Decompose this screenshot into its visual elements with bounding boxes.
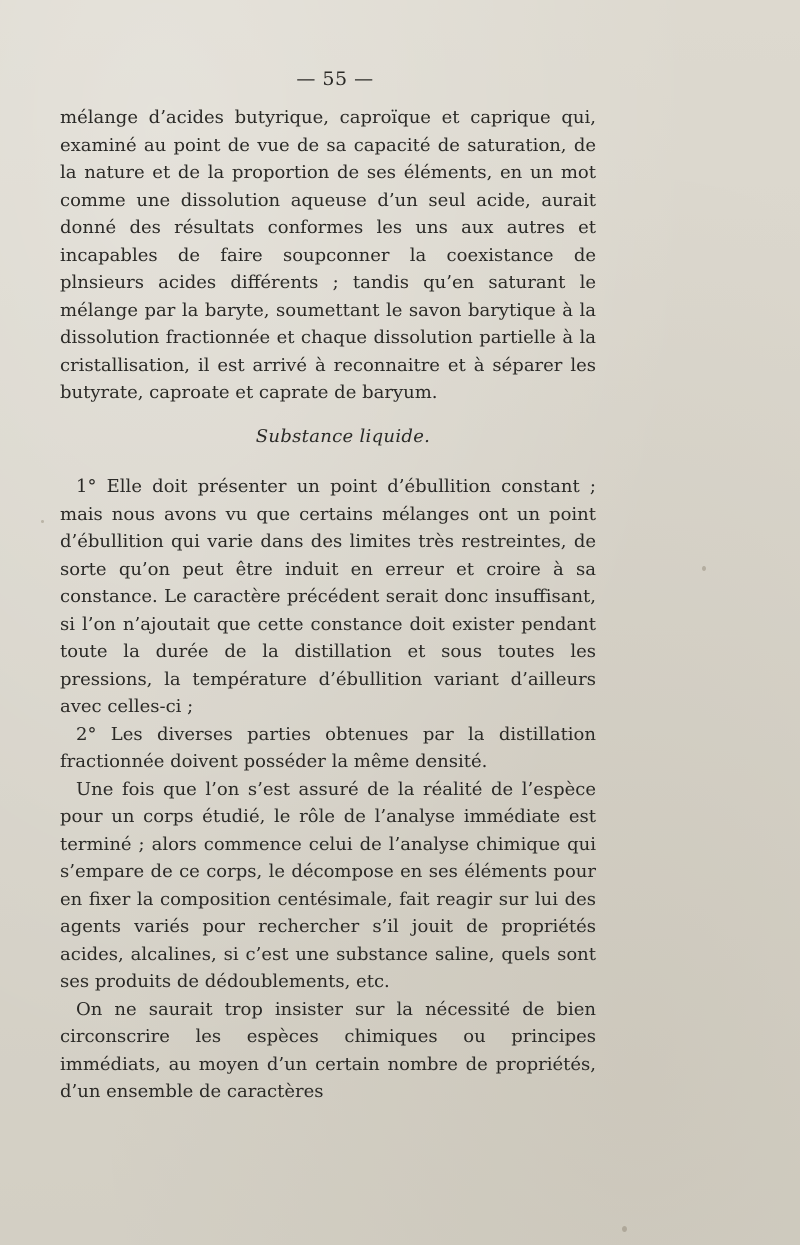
paragraph-3: Une fois que l’on s’est assuré de la réalité de l’espèce pour un corps étudié, le rôle de l’analyse immédiate est terminé ; alors commence celui de l’analyse chimique qui s’empare de ce corps, le décompose en ses éléments pour en fixer la composition centésimale, fait reagir sur lui des agents variés pour rechercher s’il jouit de propriétés acides, alcalines, si c’est une substance saline, quels sont ses produits de dédoublements, etc. bbox=[60, 778, 596, 992]
paragraph-2: 2° Les diverses parties obtenues par la distillation fractionnée doivent posséder la même densité. bbox=[60, 723, 596, 772]
page-number: — 55 — bbox=[296, 68, 374, 90]
paragraph-4: On ne saurait trop insister sur la nécessité de bien circonscrire les espèces chimiques ou principes immédiats, au moyen d’un certain nombre de propriétés, d’un ensemble de caractères bbox=[60, 998, 596, 1102]
paragraph-1: 1° Elle doit présenter un point d’ébullition constant ; mais nous avons vu que certains mélanges ont un point d’ébullition qui varie dans des limites très restreintes, de sorte qu’on peut être induit en erreur et croire à sa constance. Le caractère précédent serait donc insuffisant, si l’on n’ajoutait que cette constance doit exister pendant toute la durée de la distillation et sous toutes les pressions, la température d’ébullition variant d’ailleurs avec celles-ci ; bbox=[60, 476, 596, 717]
paragraph-intro: mélange d’acides butyrique, caproïque et caprique qui, examiné au point de vue de sa capacité de saturation, de la nature et de la proportion de ses éléments, en un mot comme une dissolution aqueuse d’un seul acide, aurait donné des résultats conformes les uns aux autres et incapables de faire soupconner la coexistance de plnsieurs acides différents ; tandis qu’en saturant le mélange par la baryte, soumettant le savon barytique à la dissolution fractionnée et chaque dissolution partielle à la cristallisation, il est arrivé à reconnaitre et à séparer les butyrate, caproate et caprate de baryum. bbox=[60, 107, 596, 403]
paper-speck bbox=[41, 520, 44, 523]
paper-speck bbox=[622, 1226, 627, 1232]
paper-speck bbox=[702, 566, 706, 571]
section-heading: Substance liquide. bbox=[255, 425, 431, 447]
body-text bbox=[60, 104, 596, 1106]
